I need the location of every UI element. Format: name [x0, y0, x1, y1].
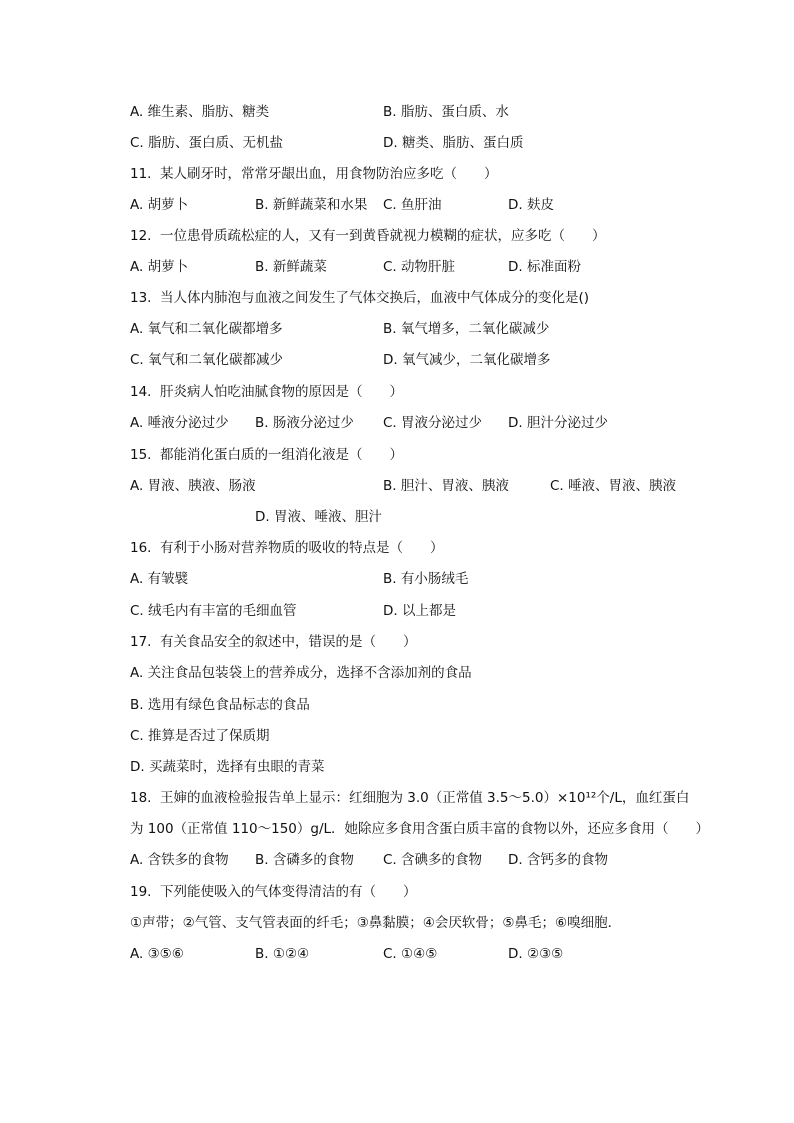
question-number: 17. — [130, 634, 152, 650]
q19-option-c[interactable]: C. ①④⑤ — [383, 946, 438, 962]
question-text: 有关食品安全的叙述中，错误的是（ ） — [160, 634, 417, 650]
question-number: 18. — [130, 790, 152, 806]
q16-option-a[interactable]: A. 有皱襞 — [130, 571, 189, 587]
question-text: 一位患骨质疏松症的人，又有一到黄昏就视力模糊的症状，应多吃（ ） — [160, 228, 606, 244]
q13-option-c[interactable]: C. 氧气和二氧化碳都减少 — [130, 352, 284, 368]
q17-option-a[interactable]: A. 关注食品包装袋上的营养成分，选择不含添加剂的食品 — [130, 665, 472, 681]
q12-option-b[interactable]: B. 新鲜蔬菜 — [255, 259, 327, 275]
q13-option-a[interactable]: A. 氧气和二氧化碳都增多 — [130, 321, 283, 337]
q18-option-d[interactable]: D. 含钙多的食物 — [508, 852, 608, 868]
q18-option-b[interactable]: B. 含磷多的食物 — [255, 852, 354, 868]
question-text: 肝炎病人怕吃油腻食物的原因是（ ） — [160, 384, 403, 400]
q10-option-d[interactable]: D. 糖类、脂肪、蛋白质 — [383, 135, 524, 151]
q14-option-b[interactable]: B. 肠液分泌过少 — [255, 415, 354, 431]
q17-option-c[interactable]: C. 推算是否过了保质期 — [130, 728, 270, 744]
q12-option-d[interactable]: D. 标准面粉 — [508, 259, 581, 275]
question-text: 下列能使吸入的气体变得清洁的有（ ） — [160, 884, 417, 900]
q15-option-d[interactable]: D. 胃液、唾液、胆汁 — [255, 509, 382, 525]
q15-option-b[interactable]: B. 胆汁、胃液、胰液 — [383, 478, 509, 494]
question-number: 15. — [130, 447, 152, 463]
question-text: 都能消化蛋白质的一组消化液是（ ） — [160, 447, 403, 463]
q19-option-a[interactable]: A. ③⑤⑥ — [130, 946, 184, 962]
q11-option-b[interactable]: B. 新鲜蔬菜和水果 — [255, 197, 368, 213]
question-number: 11. — [130, 166, 152, 182]
q10-option-c[interactable]: C. 脂肪、蛋白质、无机盐 — [130, 135, 284, 151]
question-text-line1: 王婶的血液检验报告单上显示：红细胞为 3.0（正常值 3.5～5.0）×10¹²个/L，血红蛋白 — [160, 790, 690, 806]
q12-option-a[interactable]: A. 胡萝卜 — [130, 259, 189, 275]
question-text: 有利于小肠对营养物质的吸收的特点是（ ） — [160, 540, 444, 556]
q14-option-d[interactable]: D. 胆汁分泌过少 — [508, 415, 608, 431]
q17-option-d[interactable]: D. 买蔬菜时，选择有虫眼的青菜 — [130, 759, 325, 775]
question-number: 16. — [130, 540, 152, 556]
question-text-line2: 为 100（正常值 110～150）g/L．她除应多食用含蛋白质丰富的食物以外，还应多食用（ ） — [130, 821, 710, 837]
question-number: 12. — [130, 228, 152, 244]
q16-option-b[interactable]: B. 有小肠绒毛 — [383, 571, 469, 587]
q19-items: ①声带；②气管、支气管表面的纤毛；③鼻黏膜；④会厌软骨；⑤鼻毛；⑥嗅细胞． — [130, 915, 622, 931]
q16-option-c[interactable]: C. 绒毛内有丰富的毛细血管 — [130, 603, 297, 619]
question-number: 14. — [130, 384, 152, 400]
q19-option-b[interactable]: B. ①②④ — [255, 946, 310, 962]
q13-option-b[interactable]: B. 氧气增多，二氧化碳减少 — [383, 321, 550, 337]
q17-option-b[interactable]: B. 选用有绿色食品标志的食品 — [130, 697, 310, 713]
question-number: 13. — [130, 290, 152, 306]
q16-option-d[interactable]: D. 以上都是 — [383, 603, 456, 619]
q14-option-c[interactable]: C. 胃液分泌过少 — [383, 415, 483, 431]
question-text: 当人体内肺泡与血液之间发生了气体交换后，血液中气体成分的变化是() — [160, 290, 590, 306]
q12-option-c[interactable]: C. 动物肝脏 — [383, 259, 456, 275]
q13-option-d[interactable]: D. 氧气减少，二氧化碳增多 — [383, 352, 551, 368]
q19-option-d[interactable]: D. ②③⑤ — [508, 946, 564, 962]
q14-option-a[interactable]: A. 唾液分泌过少 — [130, 415, 229, 431]
question-number: 19. — [130, 884, 152, 900]
question-text: 某人刷牙时，常常牙龈出血，用食物防治应多吃（ ） — [160, 166, 498, 182]
q18-option-a[interactable]: A. 含铁多的食物 — [130, 852, 229, 868]
q10-option-a[interactable]: A. 维生素、脂肪、糖类 — [130, 104, 270, 120]
q10-option-b[interactable]: B. 脂肪、蛋白质、水 — [383, 104, 509, 120]
q15-option-c[interactable]: C. 唾液、胃液、胰液 — [550, 478, 677, 494]
q11-option-c[interactable]: C. 鱼肝油 — [383, 197, 442, 213]
q18-option-c[interactable]: C. 含碘多的食物 — [383, 852, 483, 868]
q11-option-d[interactable]: D. 麸皮 — [508, 197, 554, 213]
q11-option-a[interactable]: A. 胡萝卜 — [130, 197, 189, 213]
q15-option-a[interactable]: A. 胃液、胰液、肠液 — [130, 478, 256, 494]
